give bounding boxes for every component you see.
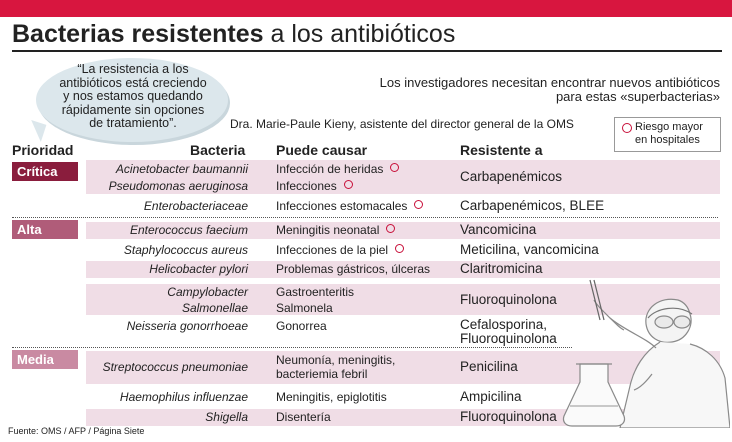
bacteria-name: Enterococcus faecium xyxy=(129,223,248,237)
resistance-text: Penicilina xyxy=(460,359,518,374)
resistance-text: Vancomicina xyxy=(460,222,537,237)
resistance-text: Carbapenémicos, BLEE xyxy=(460,198,605,213)
cause-label: Infección de heridas xyxy=(276,162,384,176)
quote-text xyxy=(52,63,214,131)
cause-text: Salmonela xyxy=(276,301,333,315)
section-separator xyxy=(12,347,572,348)
legend-text xyxy=(635,121,719,147)
quote-line: antibióticos está creciendo xyxy=(59,75,207,90)
section-separator xyxy=(12,217,718,218)
bacteria-name: Pseudomonas aeruginosa xyxy=(108,179,248,193)
cause-text xyxy=(276,199,423,213)
priority-medium-badge: Media xyxy=(12,350,78,369)
header-cause: Puede causar xyxy=(276,142,368,158)
quote-line: y nos estamos quedando xyxy=(63,89,203,103)
resistance-text: Ampicilina xyxy=(460,389,522,404)
title-underline xyxy=(12,50,722,52)
resistance-text: Carbapenémicos xyxy=(460,169,563,184)
cause-line: bacteriemia febril xyxy=(276,367,368,381)
cause-text xyxy=(276,353,395,381)
ring-icon xyxy=(395,244,404,253)
cause-text: Disentería xyxy=(276,410,331,424)
quote-line: de tratamiento”. xyxy=(89,116,177,130)
cause-text: Meningitis, epiglotitis xyxy=(276,390,387,404)
ring-icon xyxy=(344,180,353,189)
bacteria-name: Streptococcus pneumoniae xyxy=(102,360,248,374)
cause-text xyxy=(276,179,353,193)
bacteria-name: Staphylococcus aureus xyxy=(123,243,248,257)
resistance-text: Fluoroquinolona xyxy=(460,409,557,424)
ring-icon xyxy=(622,123,632,133)
cause-label: Meningitis neonatal xyxy=(276,223,380,237)
priority-high-badge: Alta xyxy=(12,220,78,239)
header-resistant: Resistente a xyxy=(460,142,543,158)
title-rest: a los antibióticos xyxy=(270,20,456,48)
intro-line: Los investigadores necesitan encontrar nuevos antibióticos xyxy=(379,75,720,90)
ring-icon xyxy=(414,200,423,209)
legend-box xyxy=(614,117,721,152)
scientist-illustration xyxy=(560,278,730,428)
resistance-text: Claritromicina xyxy=(460,261,543,276)
quote-attribution: Dra. Marie-Paule Kieny, asistente del director general de la OMS xyxy=(230,117,574,131)
top-color-bar xyxy=(0,0,732,17)
ring-icon xyxy=(386,224,395,233)
ring-icon xyxy=(390,163,399,172)
bacteria-name: Neisseria gonorrhoeae xyxy=(126,319,248,333)
header-priority: Prioridad xyxy=(12,142,74,158)
quote-line: “La resistencia a los xyxy=(77,62,189,76)
cause-text xyxy=(276,162,399,176)
header-bacteria: Bacteria xyxy=(190,142,246,158)
bacteria-name: Helicobacter pylori xyxy=(149,262,248,276)
title-bold: Bacterias resistentes xyxy=(12,20,264,48)
legend-line: Riesgo mayor xyxy=(635,121,703,133)
cause-line: Neumonía, meningitis, xyxy=(276,353,396,367)
cause-text xyxy=(276,243,404,257)
bacteria-name: Acinetobacter baumannii xyxy=(115,162,248,176)
cause-text: Gonorrea xyxy=(276,319,327,333)
bacteria-name: Campylobacter xyxy=(167,285,248,299)
cause-label: Infecciones de la piel xyxy=(276,243,389,257)
resistance-line: Cefalosporina, xyxy=(460,317,548,332)
quote-line: rápidamente sin opciones xyxy=(61,102,205,117)
cause-label: Infecciones xyxy=(276,179,337,193)
source-credit: Fuente: OMS / AFP / Página Siete xyxy=(8,426,145,436)
priority-critical-badge: Crítica xyxy=(12,162,78,181)
bacteria-name: Salmonellae xyxy=(181,301,248,315)
legend-line: en hospitales xyxy=(635,134,700,146)
cause-text: Problemas gástricos, úlceras xyxy=(276,262,431,276)
bacteria-name: Shigella xyxy=(205,410,248,424)
intro-line: para estas «superbacterias» xyxy=(555,89,720,104)
resistance-text xyxy=(460,318,557,346)
cause-label: Infecciones estomacales xyxy=(276,199,408,213)
cause-text xyxy=(276,223,395,237)
page-title xyxy=(12,19,455,49)
bacteria-name: Haemophilus influenzae xyxy=(119,390,248,404)
cause-text: Gastroenteritis xyxy=(276,285,355,299)
resistance-line: Fluoroquinolona xyxy=(460,331,557,346)
bacteria-name: Enterobacteriaceae xyxy=(143,199,248,213)
resistance-text: Meticilina, vancomicina xyxy=(460,242,599,257)
intro-text xyxy=(320,76,720,104)
quote-bubble-tail xyxy=(26,120,47,142)
resistance-text: Fluoroquinolona xyxy=(460,292,557,307)
